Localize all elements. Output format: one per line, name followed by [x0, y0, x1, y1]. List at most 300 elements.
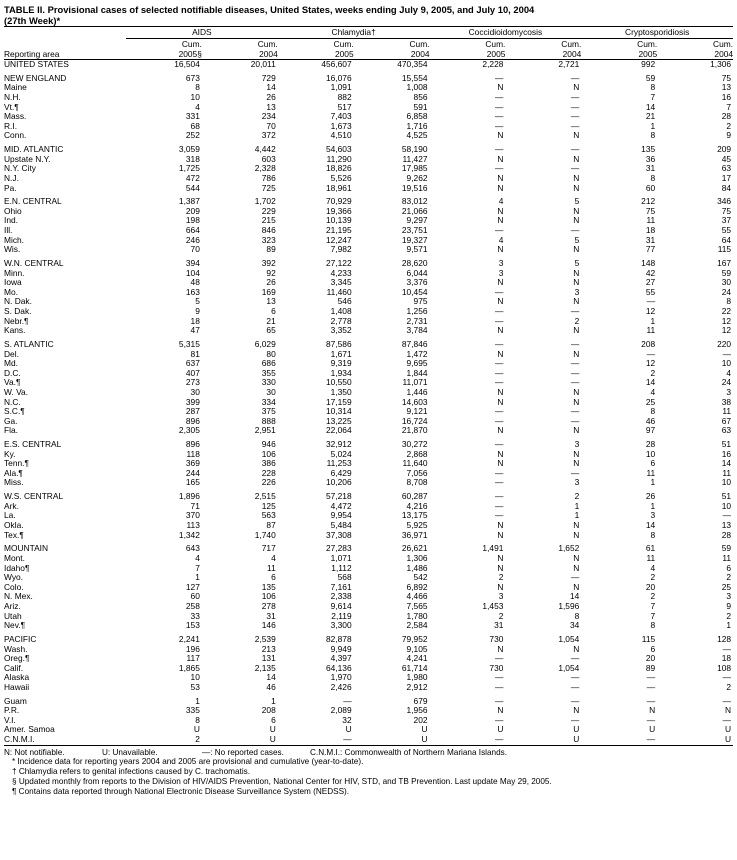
reporting-area-cell: N.Y. City: [4, 164, 36, 174]
value-cell: 252: [185, 131, 200, 141]
value-cell: 59: [721, 268, 732, 278]
table-row: [4, 103, 733, 113]
value-cell: 31: [645, 164, 656, 174]
col-top-6: Cum.: [637, 39, 658, 49]
value-cell: 882: [337, 92, 352, 102]
value-cell: 30: [266, 387, 276, 397]
reporting-area-cell: D.C.: [4, 368, 21, 378]
value-cell: 14: [569, 592, 580, 602]
table-row: [4, 502, 733, 512]
value-cell: N: [573, 349, 580, 359]
value-cell: N: [573, 245, 580, 255]
value-cell: 32: [342, 715, 352, 725]
value-cell: —: [495, 682, 504, 692]
value-cell: 37,308: [326, 530, 352, 540]
table-row: [4, 340, 733, 350]
value-cell: 846: [261, 226, 276, 236]
value-cell: 12: [721, 326, 732, 336]
value-cell: 18,961: [326, 183, 352, 193]
value-cell: 81: [190, 349, 200, 359]
value-cell: N: [497, 131, 504, 141]
value-cell: 7: [650, 611, 656, 621]
reporting-area-cell: S.C.¶: [4, 407, 25, 417]
value-cell: 1,596: [558, 601, 580, 611]
value-cell: 10: [190, 673, 200, 683]
table-title: [4, 4, 733, 26]
value-cell: N: [573, 459, 580, 469]
value-cell: 13,175: [401, 511, 428, 521]
value-cell: 2,515: [254, 492, 276, 502]
value-cell: 11: [646, 326, 656, 336]
value-cell: 11: [646, 554, 656, 563]
table-row: [4, 673, 733, 683]
value-cell: 1,446: [406, 387, 428, 397]
value-cell: 4,233: [330, 268, 352, 278]
value-cell: N: [573, 582, 580, 592]
value-cell: —: [495, 478, 504, 488]
value-cell: 53: [190, 682, 200, 692]
value-cell: N: [497, 397, 504, 407]
value-cell: 1,306: [710, 59, 732, 69]
table-row: [4, 174, 733, 184]
value-cell: —: [646, 297, 656, 307]
title-line-2: (27th Week)*: [4, 15, 61, 26]
value-cell: 5: [574, 197, 580, 207]
value-cell: 1,702: [254, 197, 276, 207]
table-row: [4, 207, 733, 217]
value-cell: 517: [337, 102, 352, 112]
value-cell: 28,620: [401, 259, 428, 269]
value-cell: 7: [726, 102, 732, 112]
value-cell: 568: [337, 573, 352, 583]
value-cell: 1: [271, 696, 276, 706]
value-cell: 334: [261, 397, 276, 407]
value-cell: 11: [722, 554, 732, 563]
value-cell: 2,135: [254, 663, 276, 673]
value-cell: 64: [721, 235, 732, 245]
value-cell: 246: [185, 235, 200, 245]
footnote-nedss: ¶ Contains data reported through National Electronic Disease Surveillance System (NEDSS).: [12, 786, 350, 796]
value-cell: 12: [721, 316, 732, 326]
value-cell: 4: [195, 554, 200, 563]
value-cell: 3: [726, 387, 732, 397]
value-cell: —: [646, 682, 656, 692]
value-cell: —: [570, 102, 580, 112]
value-cell: 45: [721, 154, 732, 164]
reporting-area-header: Reporting area: [4, 49, 126, 60]
value-cell: 209: [185, 206, 200, 216]
value-cell: 60: [190, 592, 200, 602]
value-cell: 2,951: [254, 426, 276, 436]
value-cell: N: [497, 349, 504, 359]
value-cell: —: [570, 307, 580, 316]
value-cell: N: [497, 554, 504, 563]
table-row: [4, 259, 733, 269]
value-cell: 7,565: [406, 601, 428, 611]
reporting-area-cell: P.R.: [4, 706, 20, 716]
value-cell: 13,225: [326, 416, 352, 426]
reporting-area-cell: Ga.: [4, 416, 18, 426]
table-row: [4, 226, 733, 236]
table-row: [4, 621, 733, 631]
value-cell: —: [570, 654, 580, 664]
value-cell: 2: [574, 316, 580, 326]
value-cell: 1,725: [178, 164, 200, 174]
value-cell: 71: [190, 501, 200, 511]
value-cell: —: [495, 307, 504, 316]
reporting-area-cell: Ark.: [4, 501, 19, 511]
value-cell: N: [573, 83, 580, 93]
col-bottom-5: 2004: [505, 49, 581, 60]
table-row: [4, 450, 733, 460]
value-cell: 2,119: [331, 611, 352, 621]
value-cell: 856: [413, 92, 428, 102]
table-row: [4, 654, 733, 664]
col-bottom-3: 2004: [354, 49, 430, 60]
value-cell: 196: [185, 644, 200, 654]
col-bottom-7: 2004: [657, 49, 733, 60]
value-cell: 115: [717, 245, 732, 255]
value-cell: N: [497, 387, 504, 397]
value-cell: 165: [185, 478, 200, 488]
value-cell: U: [649, 725, 656, 735]
value-cell: 21: [645, 112, 656, 122]
value-cell: 28: [645, 440, 656, 450]
value-cell: 3: [498, 259, 504, 269]
value-cell: 10: [645, 449, 656, 459]
reporting-area-cell: Miss.: [4, 478, 24, 488]
table-row: [4, 297, 733, 307]
value-cell: 108: [717, 663, 732, 673]
value-cell: 1: [650, 478, 656, 488]
value-cell: 2: [650, 592, 656, 602]
value-cell: N: [573, 387, 580, 397]
value-cell: 13: [721, 521, 732, 531]
value-cell: N: [497, 521, 504, 531]
value-cell: N: [497, 206, 504, 216]
value-cell: 13: [266, 102, 276, 112]
value-cell: 47: [190, 326, 200, 336]
value-cell: 13: [721, 83, 732, 93]
reporting-area-cell: Mich.: [4, 235, 25, 245]
value-cell: 14: [266, 673, 276, 683]
value-cell: 18: [721, 654, 732, 664]
value-cell: 456,607: [321, 59, 352, 69]
value-cell: 3,784: [406, 326, 428, 336]
value-cell: 20: [645, 582, 656, 592]
reporting-area-cell: E.S. CENTRAL: [4, 440, 62, 450]
reporting-area-cell: Mass.: [4, 112, 27, 122]
reporting-area-cell: Iowa: [4, 278, 22, 288]
value-cell: 1,780: [406, 611, 428, 621]
reporting-area-cell: Okla.: [4, 521, 24, 531]
value-cell: 23,751: [401, 226, 428, 236]
reporting-area-cell: Ky.: [4, 449, 16, 459]
value-cell: —: [722, 696, 732, 706]
value-cell: 8: [574, 611, 580, 621]
value-cell: 1,740: [254, 530, 276, 540]
value-cell: 686: [261, 359, 276, 369]
value-cell: 22: [721, 307, 732, 316]
table-row: [4, 131, 733, 141]
value-cell: 118: [186, 449, 200, 459]
value-cell: 6: [271, 573, 276, 583]
value-cell: 9,105: [406, 644, 428, 654]
value-cell: —: [570, 696, 580, 706]
value-cell: —: [570, 416, 580, 426]
value-cell: 70,929: [326, 197, 352, 207]
value-cell: 10,454: [401, 287, 428, 297]
value-cell: 21,870: [401, 426, 428, 436]
table-row: [4, 112, 733, 122]
footnote-updated: § Updated monthly from reports to the Division of HIV/AIDS Prevention, National Center for HIV, STD, and TB Prevention. Last update May 29, 2005.: [12, 777, 552, 787]
value-cell: 31: [494, 621, 504, 631]
value-cell: —: [495, 121, 504, 131]
value-cell: 1,350: [330, 387, 352, 397]
table-row: [4, 350, 733, 360]
value-cell: 5,024: [330, 449, 352, 459]
value-cell: N: [573, 268, 580, 278]
value-cell: —: [495, 226, 504, 236]
value-cell: 16,724: [401, 416, 428, 426]
value-cell: 896: [185, 440, 200, 450]
value-cell: 2: [726, 611, 732, 621]
value-cell: 38: [721, 397, 732, 407]
value-cell: 729: [261, 73, 276, 83]
value-cell: —: [722, 673, 732, 683]
value-cell: 2,426: [330, 682, 352, 692]
value-cell: 32,912: [326, 440, 352, 450]
value-cell: 546: [337, 297, 352, 307]
value-cell: 7: [195, 563, 200, 573]
value-cell: 1,491: [482, 544, 504, 554]
value-cell: 6,044: [406, 268, 428, 278]
value-cell: 57,218: [326, 492, 352, 502]
table-row: [4, 307, 733, 317]
value-cell: N: [497, 297, 504, 307]
group-header-chlamydia: Chlamydia†: [278, 27, 430, 39]
value-cell: 213: [261, 644, 276, 654]
value-cell: 26: [266, 92, 276, 102]
value-cell: 9,949: [330, 644, 352, 654]
reporting-area-cell: N.C.: [4, 397, 21, 407]
table-row: [4, 388, 733, 398]
value-cell: —: [570, 682, 580, 692]
value-cell: 60,287: [401, 492, 428, 502]
reporting-area-cell: Mo.: [4, 287, 18, 297]
value-cell: U: [421, 725, 428, 735]
value-cell: 55: [721, 226, 732, 236]
table-row: [4, 269, 733, 279]
value-cell: 3,300: [330, 621, 352, 631]
value-cell: N: [573, 173, 580, 183]
value-cell: 10: [190, 92, 200, 102]
value-cell: 273: [185, 378, 200, 388]
value-cell: 9,614: [330, 601, 352, 611]
value-cell: 5,526: [330, 173, 352, 183]
value-cell: 9,571: [406, 245, 428, 255]
value-cell: 26,621: [401, 544, 428, 554]
table-row: [4, 326, 733, 336]
value-cell: 28: [721, 530, 732, 540]
value-cell: 664: [185, 226, 200, 236]
col-bottom-0: 2005§: [126, 49, 202, 60]
value-cell: 1: [574, 511, 580, 521]
value-cell: 730: [489, 663, 504, 673]
reporting-area-cell: E.N. CENTRAL: [4, 197, 62, 207]
value-cell: 106: [261, 449, 276, 459]
value-cell: —: [495, 339, 504, 349]
value-cell: 198: [185, 216, 200, 226]
value-cell: 2,868: [406, 449, 428, 459]
value-cell: N: [573, 397, 580, 407]
value-cell: 54,603: [326, 145, 352, 155]
footnotes: [4, 748, 733, 797]
value-cell: —: [495, 102, 504, 112]
value-cell: 4,525: [406, 131, 428, 141]
value-cell: 84: [721, 183, 732, 193]
value-cell: 7,403: [330, 112, 352, 122]
value-cell: 3,376: [406, 278, 428, 288]
value-cell: 2,731: [406, 316, 428, 326]
table-row: [4, 531, 733, 541]
value-cell: 12: [645, 359, 656, 369]
table-row: [4, 716, 733, 726]
value-cell: 79,952: [401, 634, 428, 644]
value-cell: —: [570, 378, 580, 388]
value-cell: N: [497, 278, 504, 288]
reporting-area-cell: Maine: [4, 83, 27, 93]
value-cell: 16: [721, 449, 732, 459]
value-cell: 399: [185, 397, 200, 407]
table-row: [4, 60, 733, 70]
reporting-area-cell: Idaho¶: [4, 563, 30, 573]
value-cell: 244: [185, 468, 200, 478]
value-cell: U: [202, 735, 278, 745]
value-cell: —: [570, 468, 580, 478]
col-bottom-1: 2004: [202, 49, 278, 60]
table-row: [4, 735, 733, 745]
value-cell: 234: [261, 112, 276, 122]
value-cell: 58,190: [401, 145, 428, 155]
value-cell: N: [497, 582, 504, 592]
value-cell: 55: [645, 287, 656, 297]
group-header-cryptosporidiosis: Cryptosporidiosis: [581, 27, 733, 39]
value-cell: 65: [266, 326, 276, 336]
value-cell: 3: [498, 268, 504, 278]
value-cell: 14,603: [401, 397, 428, 407]
value-cell: 131: [261, 654, 276, 664]
value-cell: 355: [261, 368, 276, 378]
value-cell: —: [495, 287, 504, 297]
reporting-area-cell: Ill.: [4, 226, 13, 236]
value-cell: 3: [574, 478, 580, 488]
value-cell: 1,671: [330, 349, 352, 359]
value-cell: 1,486: [406, 563, 428, 573]
value-cell: 330: [261, 378, 276, 388]
value-cell: 17,159: [326, 397, 352, 407]
value-cell: 36: [645, 154, 656, 164]
value-cell: 4: [195, 102, 200, 112]
value-cell: N: [573, 449, 580, 459]
table-row: [4, 697, 733, 707]
group-header-coccidioidomycosis: Coccidioidomycosis: [430, 27, 582, 39]
value-cell: 9: [726, 601, 732, 611]
reporting-area-cell: Colo.: [4, 582, 24, 592]
col-top-1: Cum.: [257, 39, 278, 49]
value-cell: U: [573, 725, 580, 735]
value-cell: 10,550: [326, 378, 352, 388]
value-cell: 14: [645, 102, 656, 112]
value-cell: 375: [261, 407, 276, 417]
table-row: [4, 592, 733, 602]
value-cell: —: [570, 673, 580, 683]
value-cell: 318: [185, 154, 200, 164]
value-cell: 208: [261, 706, 276, 716]
value-cell: 370: [185, 511, 200, 521]
value-cell: 11: [722, 407, 732, 417]
value-cell: 20,011: [250, 59, 276, 69]
value-cell: 48: [190, 278, 200, 288]
value-cell: 33: [190, 611, 200, 621]
value-cell: —: [722, 715, 732, 725]
reporting-area-cell: Utah: [4, 611, 22, 621]
reporting-area-cell: Pa.: [4, 183, 17, 193]
value-cell: —: [722, 644, 732, 654]
value-cell: 2,338: [330, 592, 352, 602]
value-cell: 1,934: [330, 368, 352, 378]
reporting-area-cell: Md.: [4, 359, 18, 369]
value-cell: 407: [185, 368, 200, 378]
table-row: [4, 725, 733, 735]
value-cell: 169: [261, 287, 276, 297]
table-row: [4, 602, 733, 612]
value-cell: 4: [726, 368, 732, 378]
col-bottom-4: 2005: [430, 49, 506, 60]
value-cell: 9: [726, 131, 732, 141]
value-cell: 153: [185, 621, 200, 631]
value-cell: N: [573, 426, 580, 436]
value-cell: 215: [261, 216, 276, 226]
value-cell: —: [570, 573, 580, 583]
value-cell: 7: [650, 601, 656, 611]
table-row: [4, 245, 733, 255]
value-cell: —: [495, 316, 504, 326]
value-cell: 2: [650, 573, 656, 583]
table-header: [4, 27, 733, 60]
value-cell: U: [269, 725, 276, 735]
value-cell: 3: [574, 287, 580, 297]
value-cell: 673: [185, 73, 200, 83]
reporting-area-cell: W. Va.: [4, 387, 29, 397]
value-cell: 4,472: [330, 501, 352, 511]
value-cell: N: [573, 563, 580, 573]
value-cell: 9,262: [406, 173, 428, 183]
value-cell: 544: [185, 183, 200, 193]
reporting-area-cell: Alaska: [4, 673, 30, 683]
header-blank: [4, 27, 126, 39]
value-cell: 6: [726, 563, 732, 573]
value-cell: 11,253: [326, 459, 352, 469]
value-cell: 24: [721, 287, 732, 297]
col-top-3: Cum.: [409, 39, 430, 49]
value-cell: U: [354, 735, 430, 745]
col-top-0: Cum.: [181, 39, 202, 49]
table-row: [4, 278, 733, 288]
value-cell: 8: [195, 83, 200, 93]
value-cell: 258: [185, 601, 200, 611]
value-cell: —: [570, 112, 580, 122]
